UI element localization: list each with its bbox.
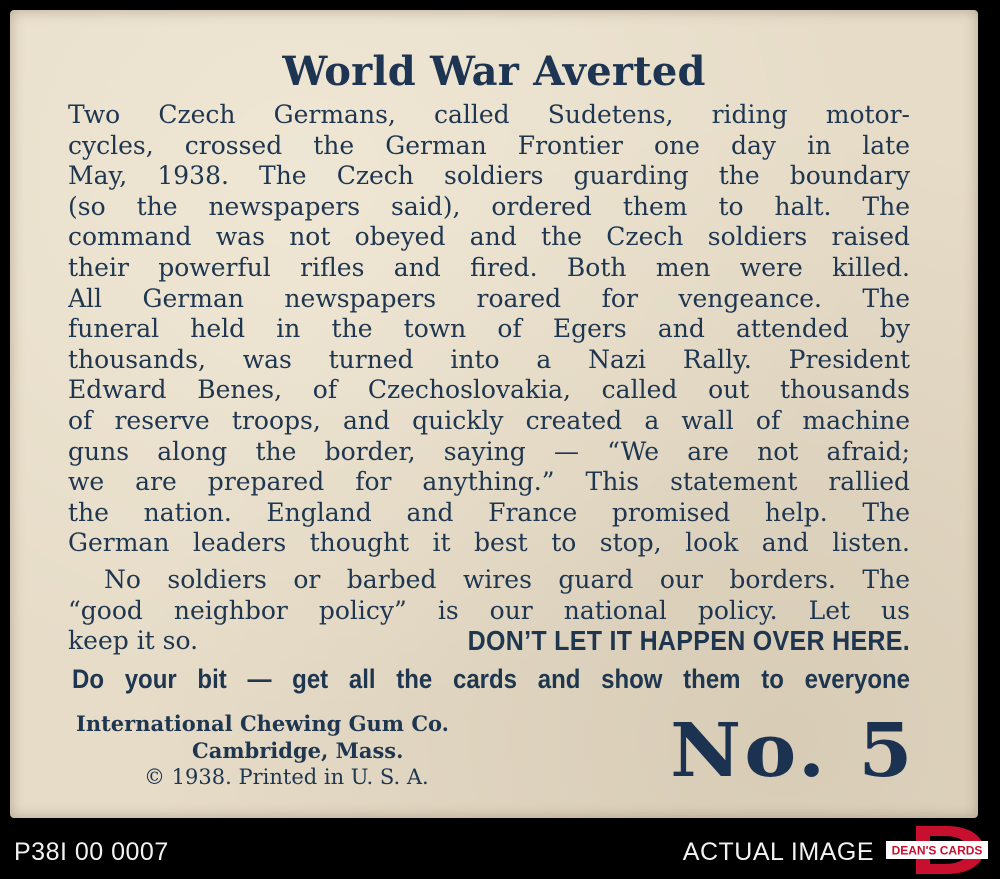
text-line: guns along the border, saying — “We are not afraid; [68, 436, 910, 466]
text-line: All German newspapers roared for vengeance. The [68, 283, 910, 313]
text-line: cycles, crossed the German Frontier one day in late [68, 130, 910, 160]
text-line: we are prepared for anything.” This statement rallied [68, 467, 910, 497]
text-line: Two Czech Germans, called Sudetens, riding motor- [68, 100, 910, 129]
copyright-line: © 1938. Printed in U. S. A. [144, 765, 429, 789]
text-line: Edward Benes, of Czechoslovakia, called out thousands [68, 375, 910, 405]
card-body-text [68, 100, 910, 657]
company-city: Cambridge, Mass. [192, 738, 404, 763]
company-name: International Chewing Gum Co. [76, 711, 449, 736]
text-line: May, 1938. The Czech soldiers guarding the boundary [68, 161, 910, 191]
actual-image-label: ACTUAL IMAGE [682, 838, 874, 866]
call-to-action: Do your bit — get all the cards and show them to everyone [72, 664, 910, 695]
text-line: “good neighbor policy” is our national policy. Let us [68, 595, 910, 625]
card-number: No. 5 [670, 708, 916, 794]
closing-row [68, 626, 910, 657]
text-line: command was not obeyed and the Czech soldiers raised [68, 222, 910, 252]
card-back [10, 10, 978, 818]
paragraph-1 [68, 100, 910, 559]
card-title: World War Averted [282, 48, 706, 95]
text-line: the nation. England and France promised help. The [68, 497, 910, 527]
publisher-block [70, 710, 590, 791]
item-code: P38I 00 0007 [14, 838, 169, 866]
paragraph-2 [68, 565, 910, 657]
text-line: No soldiers or barbed wires guard our borders. The [104, 564, 910, 594]
text-line: thousands, was turned into a Nazi Rally. President [68, 344, 910, 374]
text-line: their powerful rifles and fired. Both men were killed. [68, 252, 910, 282]
text-line: (so the newspapers said), ordered them to halt. The [68, 191, 910, 221]
footer-bar [0, 822, 1000, 879]
logo-text: DEAN'S CARDS [891, 843, 983, 858]
text-line: of reserve troops, and quickly created a wall of machine [68, 405, 910, 435]
text-line: German leaders thought it best to stop, look and listen. [68, 528, 910, 558]
text-line: funeral held in the town of Egers and attended by [68, 314, 910, 344]
slogan: DON’T LET IT HAPPEN OVER HERE. [467, 625, 910, 657]
deans-cards-logo-icon [886, 824, 988, 876]
text-line: keep it so. [68, 626, 199, 656]
